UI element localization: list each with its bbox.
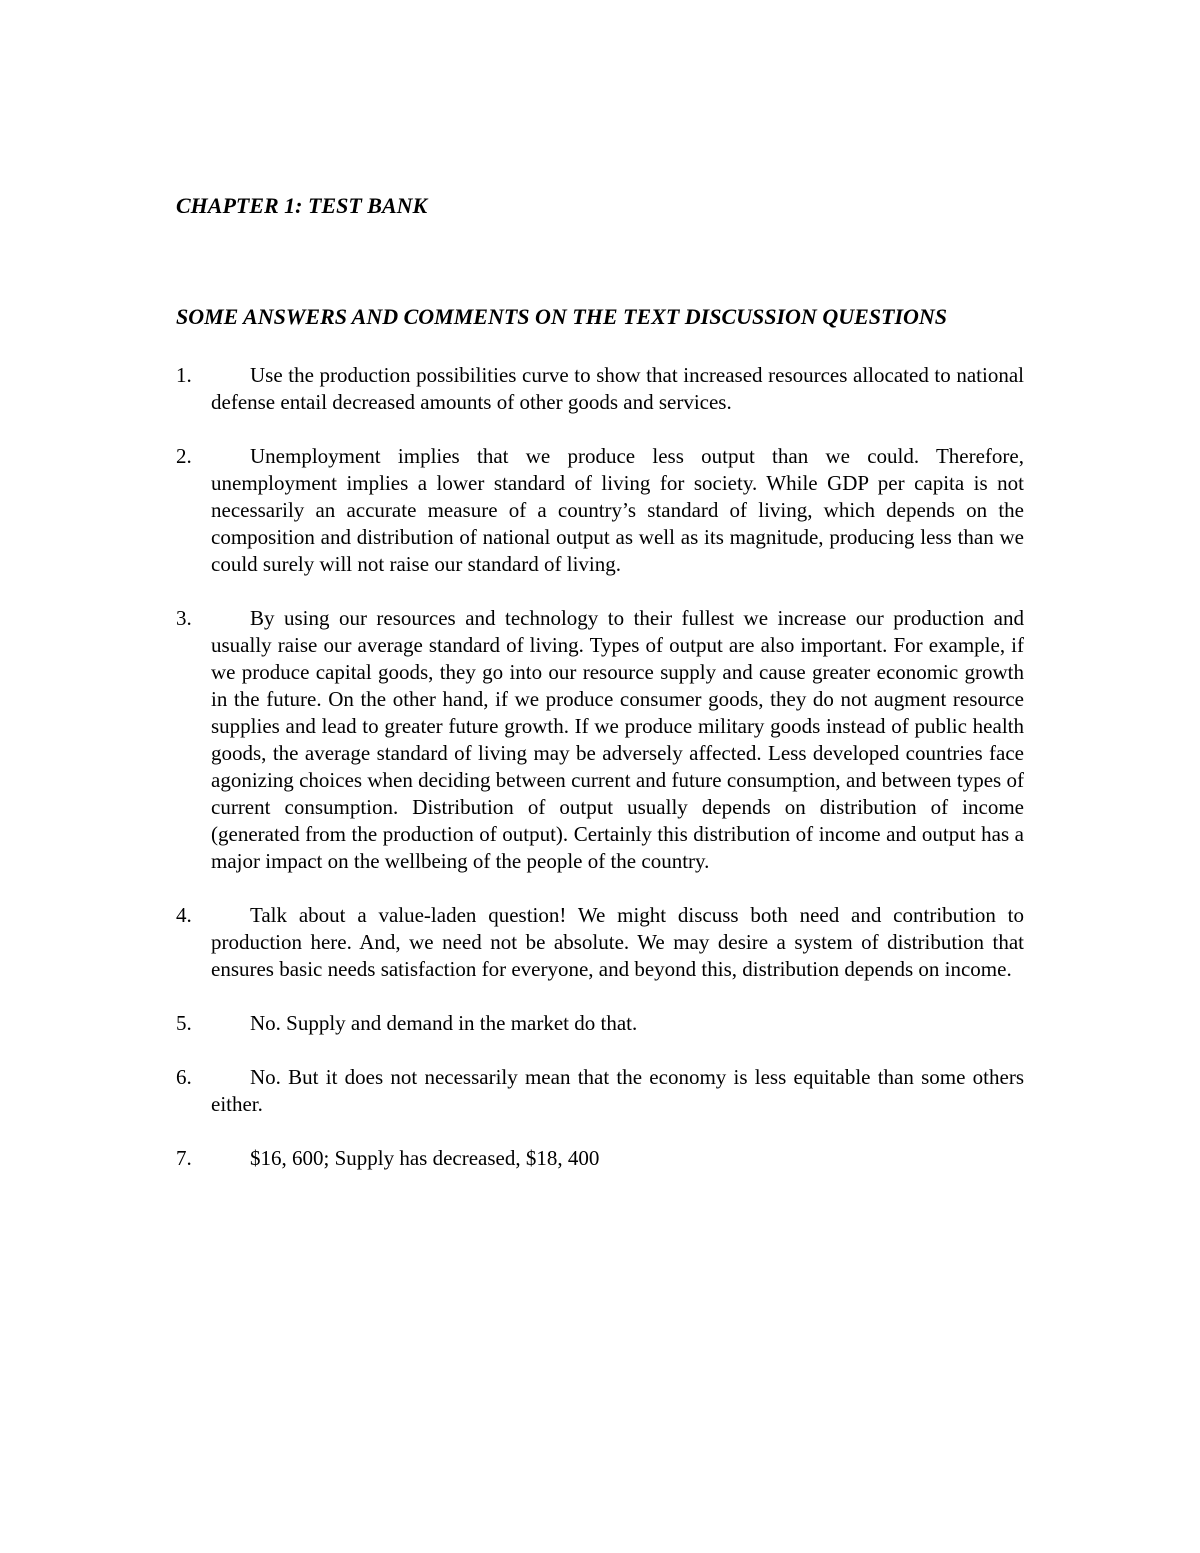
item-text: No. Supply and demand in the market do that. bbox=[250, 1011, 638, 1035]
item-number: 4. bbox=[176, 903, 192, 927]
section-heading: SOME ANSWERS AND COMMENTS ON THE TEXT DISCUSSION QUESTIONS bbox=[176, 304, 948, 329]
answer-item-3 bbox=[176, 605, 1024, 875]
item-text: Talk about a value-laden question! We might discuss both need and contribution to production here. And, we need not be absolute. We may desire a system of distribution that ensures basic needs satisfaction for everyone, and beyond this, distribution depends on income. bbox=[211, 903, 1024, 981]
item-number: 3. bbox=[176, 606, 192, 630]
answer-item-1 bbox=[176, 362, 1024, 416]
chapter-title: CHAPTER 1: TEST BANK bbox=[176, 193, 428, 218]
item-text: $16, 600; Supply has decreased, $18, 400 bbox=[250, 1146, 600, 1170]
item-number: 7. bbox=[176, 1146, 192, 1170]
answers-list bbox=[176, 362, 1024, 1172]
answer-item-6 bbox=[176, 1064, 1024, 1118]
answer-item-7 bbox=[176, 1145, 1024, 1172]
item-text: By using our resources and technology to their fullest we increase our production and usually raise our average standard of living. Types of output are also important. For example, if we produce capital goods, they go into our resource supply and cause greater economic growth in the future. On the other hand, if we produce consumer goods, they do not augment resource supplies and lead to greater future growth. If we produce military goods instead of public health goods, the average standard of living may be adversely affected. Less developed countries face agonizing choices when deciding between current and future consumption, and between types of current consumption. Distribution of output usually depends on distribution of income (generated from the production of output). Certainly this distribution of income and output has a major impact on the wellbeing of the people of the country. bbox=[211, 606, 1024, 873]
item-text: Unemployment implies that we produce less output than we could. Therefore, unemployment implies a lower standard of living for society. While GDP per capita is not necessarily an accurate measure of a country’s standard of living, which depends on the composition and distribution of national output as well as its magnitude, producing less than we could surely will not raise our standard of living. bbox=[211, 444, 1024, 576]
item-text: Use the production possibilities curve to show that increased resources allocated to national defense entail decreased amounts of other goods and services. bbox=[211, 363, 1024, 414]
item-number: 1. bbox=[176, 363, 192, 387]
item-number: 6. bbox=[176, 1065, 192, 1089]
answer-item-5 bbox=[176, 1010, 1024, 1037]
answer-item-2 bbox=[176, 443, 1024, 578]
item-number: 5. bbox=[176, 1011, 192, 1035]
item-text: No. But it does not necessarily mean that the economy is less equitable than some others either. bbox=[211, 1065, 1024, 1116]
item-number: 2. bbox=[176, 444, 192, 468]
answer-item-4 bbox=[176, 902, 1024, 983]
